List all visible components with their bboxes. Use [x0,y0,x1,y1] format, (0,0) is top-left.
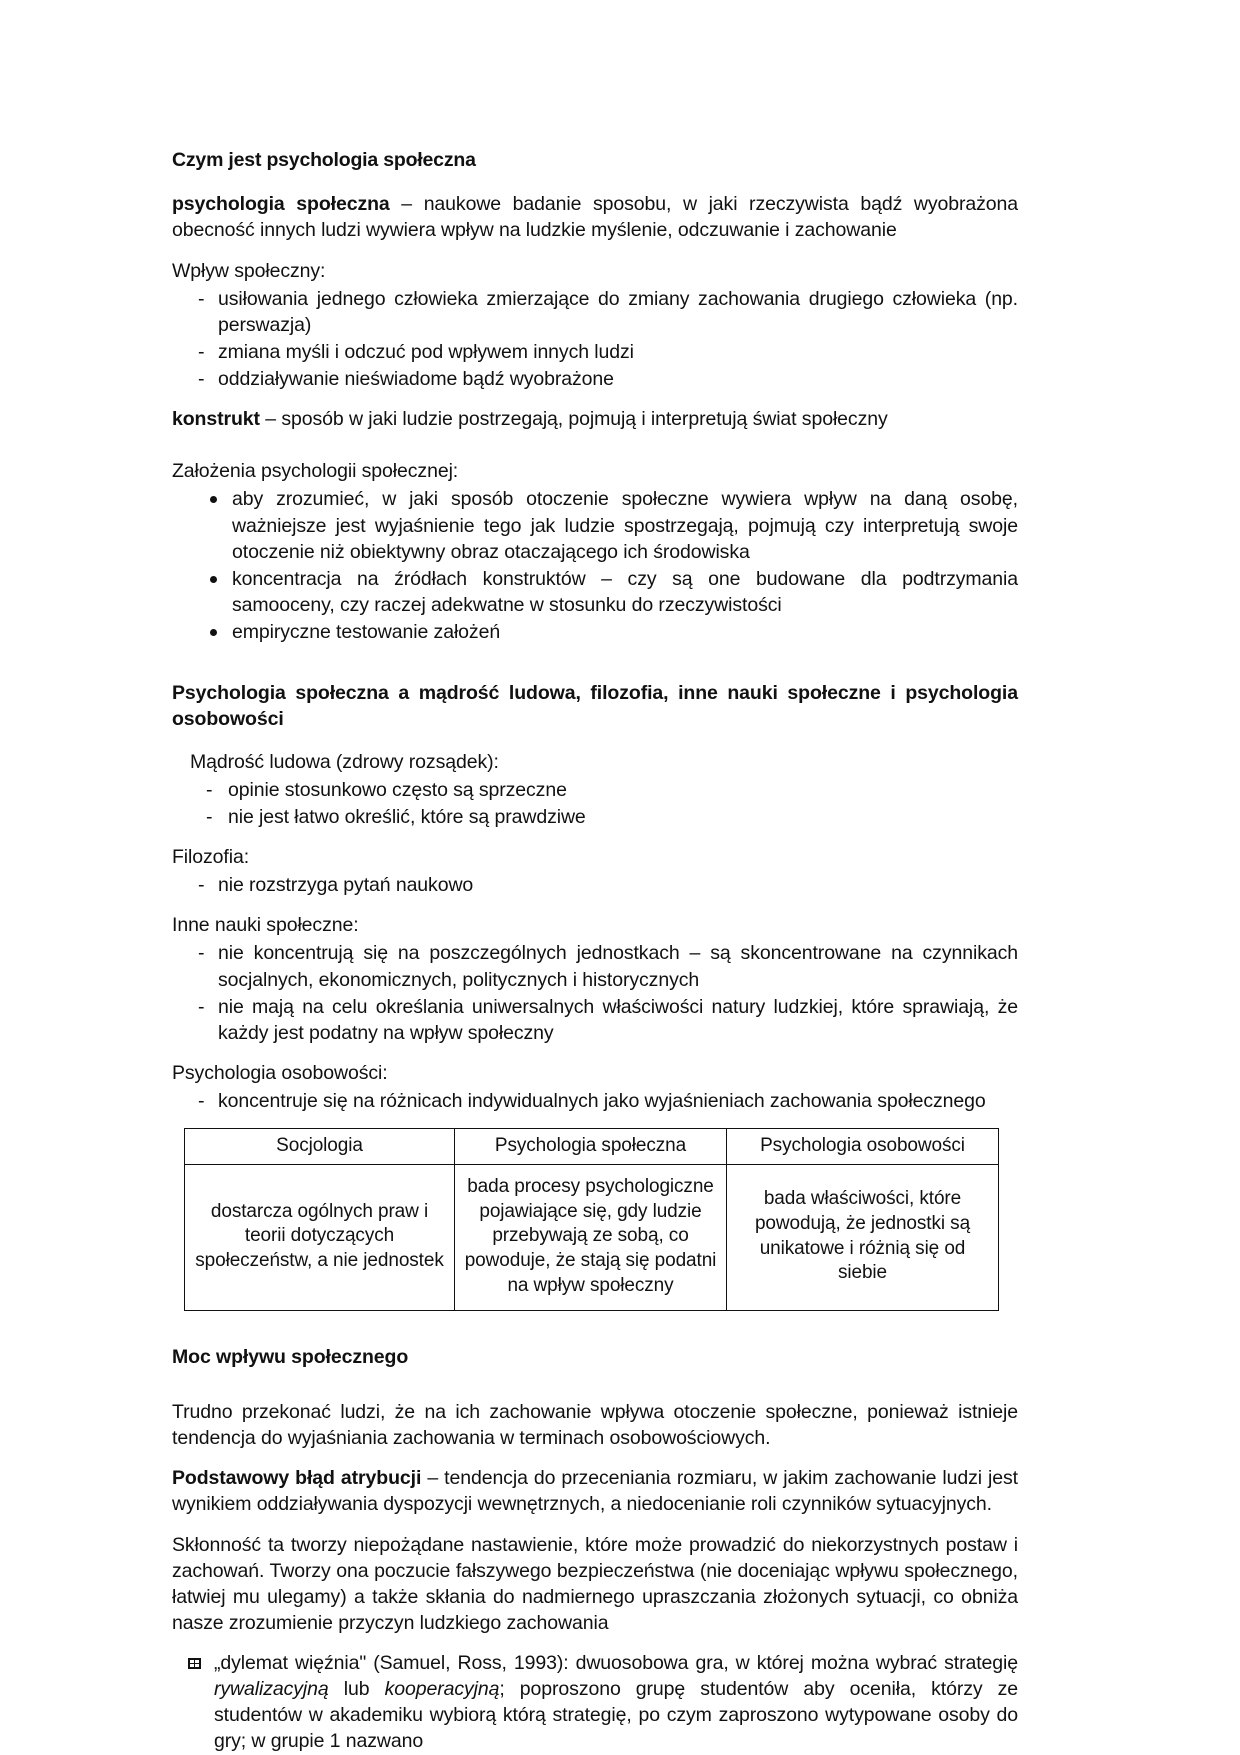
dilemma-strategy-competitive: rywalizacyjną [214,1678,329,1701]
attribution-term: Podstawowy błąd atrybucji [172,1467,422,1490]
definition-term: psychologia społeczna [172,193,390,216]
wplyw-spoleczny-list [172,286,1018,393]
list-item: aby zrozumieć, w jaki sposób otoczenie społeczne wywiera wpływ na daną osobę, ważniejsze jest wyjaśnienie tego jak ludzie spostrzegają, pojmują czy interpretują swoje otoczenie niż obiektywny obraz otaczającego ich środowiska [172,486,1018,564]
filozofia-label: Filozofia: [172,846,250,869]
spacer [172,1387,1018,1399]
section-heading-moc-wplywu: Moc wpływu społecznego [172,1346,409,1369]
table-header-cell: Psychologia społeczna [455,1129,727,1165]
spacer [172,446,1018,458]
attribution-paragraph [172,1465,1018,1517]
spacer [172,659,1018,681]
moc-wplywu-paragraph-1: Trudno przekonać ludzi, że na ich zachowanie wpływa otoczenie społeczne, ponieważ istnieje tendencja do wyjaśniania zachowania w terminach osobowościowych. [172,1401,1018,1450]
list-item: - nie mają na celu określania uniwersalnych właściwości natury ludzkiej, które sprawiają, że każdy jest podatny na wpływ społeczny [172,994,1018,1046]
definition-paragraph [172,191,1018,243]
psychologia-osobowosci-label: Psychologia osobowości: [172,1061,388,1084]
table-cell: bada procesy psychologiczne pojawiające się, gdy ludzie przebywają ze sobą, co powoduje, że stają się podatni na wpływ społeczny [455,1164,727,1310]
list-item: koncentracja na źródłach konstruktów – czy są one budowane dla podtrzymania samooceny, czy raczej adekwatne w stosunku do rzeczywistości [172,566,1018,618]
zalozenia-list [172,486,1018,645]
table-row [185,1164,999,1310]
attribution-body: tendencja do przeceniania rozmiaru, w jakim zachowanie ludzi jest wynikiem oddziaływania dyspozycji wewnętrznych, a niedocenianie roli czynników sytuacyjnych. [172,1467,1018,1516]
konstrukt-body: sposób w jaki ludzie postrzegają, pojmują i interpretują świat społeczny [281,408,888,431]
table-header-cell: Socjologia [185,1129,455,1165]
dilemma-part-2: ; poproszono grupę studentów aby oceniła, którzy ze studentów w akademiku wybiorą którą strategię, po czym zaproszono wytypowane osoby do gry; w grupie 1 nazwano [214,1678,1019,1753]
dilemma-strategy-cooperative: kooperacyjną [384,1678,500,1701]
zalozenia-label: Założenia psychologii społecznej: [172,460,459,483]
list-item: - oddziaływanie nieświadome bądź wyobrażone [172,366,1018,392]
inne-nauki-label: Inne nauki społeczne: [172,914,359,937]
dilemma-mid: lub [328,1678,385,1701]
list-item: - koncentruje się na różnicach indywidualnych jako wyjaśnieniach zachowania społecznego [172,1088,1018,1114]
section-heading-comparison: Psychologia społeczna a mądrość ludowa, filozofia, inne nauki społeczne i psychologia osobowości [172,682,1018,730]
list-item: - nie jest łatwo określić, które są prawdziwe [172,804,1018,830]
attribution-dash: – [421,1467,445,1490]
comparison-table [184,1128,999,1311]
list-item: - zmiana myśli i odczuć pod wpływem innych ludzi [172,339,1018,365]
list-item: - nie koncentrują się na poszczególnych jednostkach – są skoncentrowane na czynnikach socjalnych, ekonomicznych, politycznych i historycznych [172,940,1018,992]
moc-wplywu-paragraph-2: Skłonność ta tworzy niepożądane nastawienie, które może prowadzić do niekorzystnych postaw i zachowań. Tworzy ona poczucie fałszywego bezpieczeństwa (nie doceniając wpływu społecznego, łatwiej mu ulegamy) a także skłania do nadmiernego upraszczania złożonych sytuacji, co obniża nasze zrozumienie przyczyn ludzkiego zachowania [172,1533,1018,1634]
table-cell: dostarcza ogólnych praw i teorii dotyczących społeczeństw, a nie jednostek [185,1164,455,1310]
page-title: Czym jest psychologia społeczna [172,149,476,171]
table-header-cell: Psychologia osobowości [727,1129,999,1165]
konstrukt-paragraph [172,406,1018,432]
dylemat-wieznia-list [172,1650,1018,1755]
table-cell: bada właściwości, które powodują, że jednostki są unikatowe i różnią się od siebie [727,1164,999,1310]
konstrukt-term: konstrukt [172,408,260,431]
list-item: empiryczne testowanie założeń [172,619,1018,645]
madrosc-ludowa-list [172,777,1018,830]
konstrukt-dash: – [259,408,282,431]
spacer [172,1311,1018,1345]
definition-body: naukowe badanie sposobu, w jaki rzeczywista bądź wyobrażona obecność innych ludzi wywiera wpływ na ludzkie myślenie, odczuwanie i zachowanie [172,193,1018,242]
madrosc-ludowa-label: Mądrość ludowa (zdrowy rozsądek): [190,750,499,773]
filozofia-list [172,872,1018,898]
inne-nauki-list [172,940,1018,1046]
psychologia-osobowosci-list [172,1088,1018,1114]
list-item: - opinie stosunkowo często są sprzeczne [172,777,1018,803]
wplyw-spoleczny-label: Wpływ społeczny: [172,259,326,282]
list-item [172,1650,1018,1755]
dilemma-part-1: „dylemat więźnia" (Samuel, Ross, 1993): dwuosobowa gra, w której można wybrać strategię [214,1652,1018,1675]
list-item: - nie rozstrzyga pytań naukowo [172,872,1018,898]
table-header-row [185,1129,999,1165]
list-item: - usiłowania jednego człowieka zmierzające do zmiany zachowania drugiego człowieka (np. perswazja) [172,286,1018,338]
definition-dash: – [389,193,424,216]
